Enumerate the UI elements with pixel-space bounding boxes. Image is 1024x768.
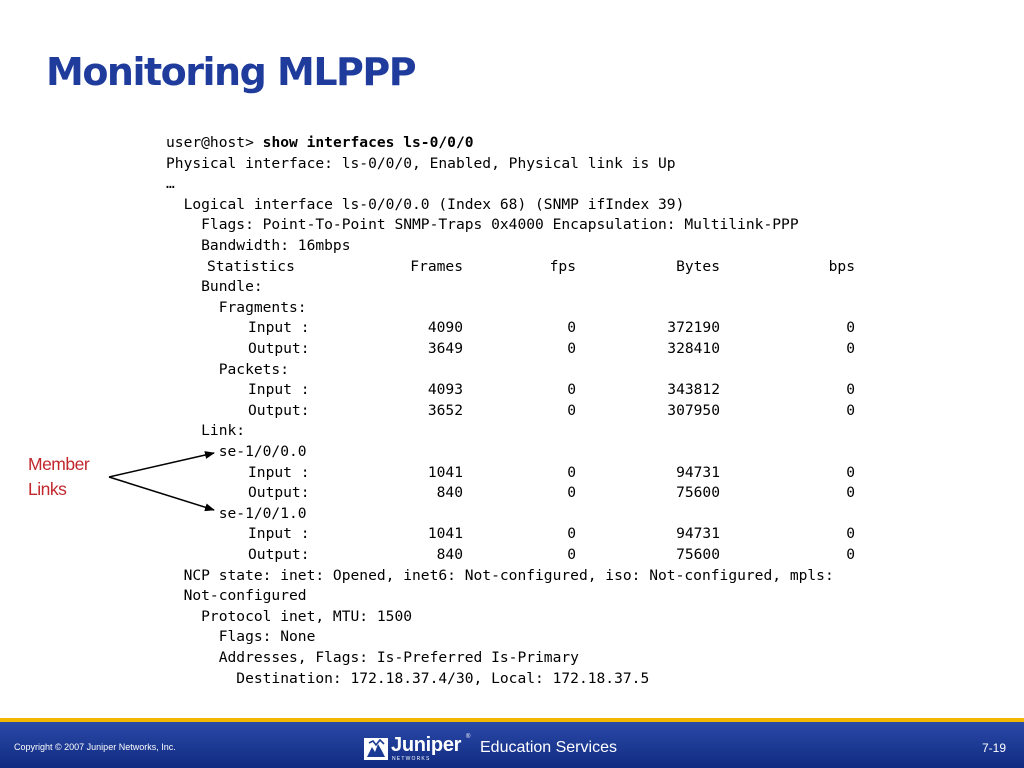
- cli-line: Packets:: [166, 360, 290, 378]
- stats-bps: 0: [846, 319, 855, 337]
- stats-row-label: Input :: [248, 381, 310, 399]
- copyright-text: Copyright © 2007 Juniper Networks, Inc.: [14, 742, 176, 752]
- stats-bytes: 307950: [667, 401, 720, 419]
- brand-registered-mark: ®: [466, 734, 471, 740]
- cli-line: Flags: Point-To-Point SNMP-Traps 0x4000 Encapsulation: Multilink-PPP: [166, 216, 799, 234]
- cli-line: Logical interface ls-0/0/0.0 (Index 68) (SNMP ifIndex 39): [166, 195, 685, 213]
- stats-fps: 0: [567, 484, 576, 502]
- stats-bytes: 94731: [676, 463, 720, 481]
- stats-fps: 0: [567, 546, 576, 563]
- stats-fps: 0: [567, 525, 576, 543]
- stats-bytes: 75600: [676, 546, 720, 563]
- stats-bytes: 328410: [667, 340, 720, 357]
- stats-bytes: 343812: [667, 381, 720, 399]
- section-name: Education Services: [480, 739, 617, 756]
- stats-fps: 0: [567, 401, 576, 419]
- stats-header-fps: fps: [549, 257, 576, 275]
- stats-bps: 0: [846, 340, 855, 357]
- stats-frames: 3649: [427, 340, 463, 357]
- stats-fps: 0: [567, 463, 576, 481]
- arrow-to-se-1-0-0: [109, 453, 214, 477]
- slide-title: Monitoring MLPPP: [46, 50, 416, 94]
- cli-line: se-1/0/1.0: [166, 504, 307, 522]
- stats-row-label: Output:: [248, 546, 310, 563]
- stats-bps: 0: [846, 381, 855, 399]
- stats-frames: 1041: [427, 525, 463, 543]
- cli-line: Bundle:: [166, 278, 263, 296]
- stats-header-label: Statistics: [207, 257, 295, 275]
- brand-subtitle: NETWORKS: [392, 756, 431, 762]
- stats-header-bytes: Bytes: [676, 257, 720, 275]
- stats-bps: 0: [846, 401, 855, 419]
- stats-bps: 0: [846, 546, 855, 563]
- stats-bps: 0: [846, 525, 855, 543]
- brand-name: Juniper: [391, 734, 462, 756]
- stats-fps: 0: [567, 381, 576, 399]
- stats-frames: 840: [436, 546, 463, 563]
- stats-frames: 1041: [427, 463, 463, 481]
- juniper-mark-icon: [364, 738, 388, 760]
- stats-frames: 4093: [427, 381, 463, 399]
- stats-row-label: Output:: [248, 484, 310, 502]
- stats-frames: 840: [436, 484, 463, 502]
- stats-header-frames: Frames: [410, 257, 463, 275]
- stats-row-label: Input :: [248, 319, 310, 337]
- footer-bar: [0, 718, 1024, 768]
- stats-row-label: Input :: [248, 463, 310, 481]
- page-number: 7-19: [981, 741, 1006, 755]
- stats-frames: 3652: [427, 401, 463, 419]
- callout-line1: Member: [28, 454, 90, 474]
- stats-bps: 0: [846, 463, 855, 481]
- cli-line: Fragments:: [166, 298, 307, 316]
- cli-line: …: [166, 175, 175, 193]
- callout-line2: Links: [28, 479, 67, 499]
- cli-line: Not-configured: [166, 587, 307, 605]
- stats-row-label: Output:: [248, 401, 310, 419]
- stats-fps: 0: [567, 340, 576, 357]
- cli-command: show interfaces ls-0/0/0: [262, 134, 474, 151]
- cli-line: Destination: 172.18.37.4/30, Local: 172.18.37.5: [166, 669, 650, 687]
- stats-fps: 0: [567, 319, 576, 337]
- stats-header-bps: bps: [828, 257, 855, 275]
- cli-line: NCP state: inet: Opened, inet6: Not-configured, iso: Not-configured, mpls:: [166, 566, 834, 584]
- cli-line: Physical interface: ls-0/0/0, Enabled, Physical link is Up: [166, 154, 676, 172]
- cli-prompt: user@host>: [166, 134, 263, 151]
- cli-line: Protocol inet, MTU: 1500: [166, 607, 413, 625]
- cli-line: Bandwidth: 16mbps: [166, 237, 351, 254]
- stats-frames: 4090: [427, 319, 463, 337]
- stats-bps: 0: [846, 484, 855, 502]
- cli-line: Link:: [166, 422, 246, 440]
- stats-bytes: 372190: [667, 319, 720, 337]
- stats-row-label: Input :: [248, 525, 310, 543]
- cli-line: se-1/0/0.0: [166, 443, 307, 460]
- stats-row-label: Output:: [248, 340, 310, 357]
- footer-background: [0, 722, 1024, 768]
- cli-line: Addresses, Flags: Is-Preferred Is-Primary: [166, 649, 579, 666]
- arrow-to-se-1-0-1: [109, 477, 214, 510]
- cli-line: Flags: None: [166, 628, 316, 646]
- stats-bytes: 75600: [676, 484, 720, 502]
- stats-bytes: 94731: [676, 525, 720, 543]
